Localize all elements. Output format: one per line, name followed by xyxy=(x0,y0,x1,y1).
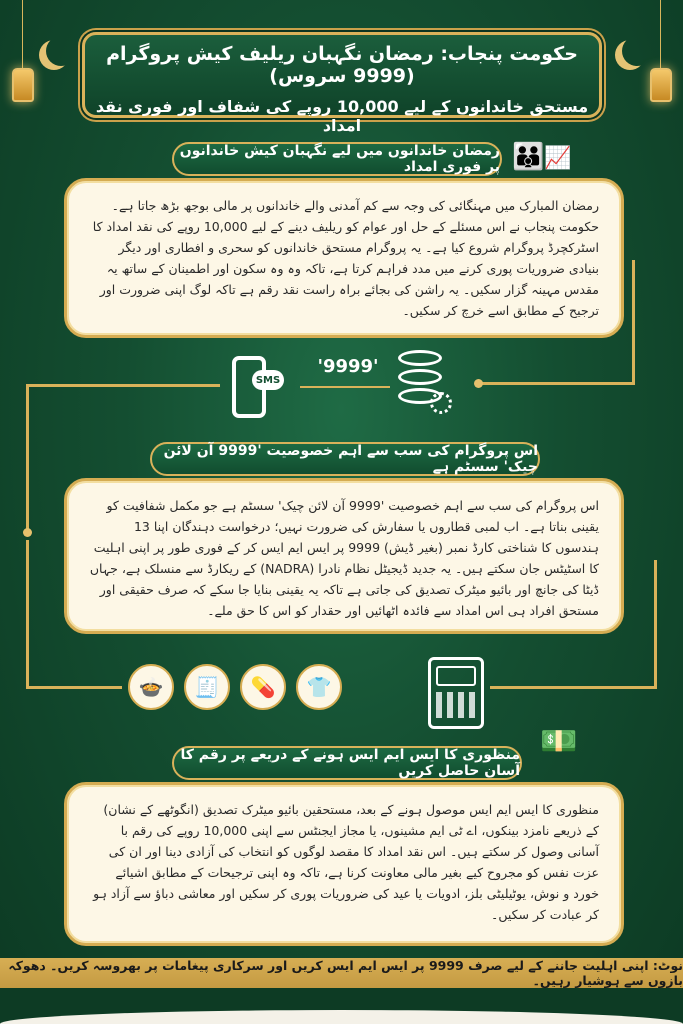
sms-code-label: '9999' xyxy=(317,356,379,377)
section2-card xyxy=(64,478,624,634)
page-header xyxy=(82,32,602,135)
section3-title: منظوری کا ایس ایم ایس ہونے کے دریعے پر رقم کا آسان حاصل کریں xyxy=(172,746,522,780)
gear-icon xyxy=(430,392,452,414)
section1-body: رمضان المبارک میں مہنگائی کی وجہ سے کم آمدنی والے خاندانوں پر مالی بوجھ بڑھ جاتا ہے۔ حکومت پنجاب نے اس مسئلے کے حل اور عوام کو ریلیف دینے کے لیے 10,000 روپے کی نقد امداد کا اسٹرکچرڈ پروگرام شروع کیا ہے۔ یہ پروگرام مستحق خاندانوں کو سحری و افطاری اور دیگر بنیادی ضروریات پوری کرنے میں مدد فراہم کرتا ہے، تاکہ وہ وہ سکون اور اطمینان کے ساتھ یہ مقدس مہینہ گزار سکیں۔ یہ راشن کی بجائے براہ راست نقد رقم ہے تاکہ لوگ اپنی ضرورت اور ترجیح کے مطابق اسے خرچ کر سکیں۔ xyxy=(92,198,599,318)
crescent-moon-icon xyxy=(46,36,76,66)
lantern-icon xyxy=(12,68,34,102)
lantern-icon xyxy=(650,68,672,102)
sms-bubble: SMS xyxy=(252,370,284,390)
cash-hand-icon: 💵 xyxy=(540,724,578,759)
food-icon: 🍲 xyxy=(128,664,174,710)
family-icon: 👪📈 xyxy=(512,142,572,172)
section3-card xyxy=(64,782,624,946)
section2-title: اس پروگرام کی سب سے اہم خصوصیت '9999 آن لائن چیک' سسٹم ہے xyxy=(150,442,540,476)
medicine-icon: 💊 xyxy=(240,664,286,710)
section3-body: منظوری کا ایس ایم ایس موصول ہونے کے بعد، مستحقین بائیو میٹرک تصدیق (انگوٹھے کے نشان) کے ذریعے نامزد بینکوں، اے ٹی ایم مشینوں، یا مجاز ایجنٹس سے اپنی 10,000 روپے کی رقم با آسانی وصول کر سکتے ہیں۔ اس نقد امداد کا مقصد لوگوں کو انتخاب کی آزادی دینا اور ان کی عزت نفس کو مجروح کیے بغیر مالی معاونت کرنا ہے، تاکہ وہ اپنی ترجیحات کے مطابق اشیائے خورد و نوش، یوٹیلیٹی بلز، ادویات یا عید کی ضروریات پوری کر سکیں اور معاشی دباؤ سے آزاد ہو کر عبادت کر سکیں۔ xyxy=(93,802,599,922)
crescent-moon-icon xyxy=(622,36,652,66)
pos-machine-icon xyxy=(428,657,484,729)
section1-card xyxy=(64,178,624,338)
growth-chart-icon: 📈 xyxy=(544,146,572,171)
footer xyxy=(0,988,683,1024)
page-title: حکومت پنجاب: رمضان نگہبان ریلیف کیش پروگرام (9999 سروس) xyxy=(106,43,578,87)
section2-body: اس پروگرام کی سب سے اہم خصوصیت '9999 آن لائن چیک' سسٹم ہے جو مکمل شفافیت کو یقینی بناتا ہے۔ اب لمبی قطاروں یا سفارش کی ضرورت نہیں؛ درخواست دہندگان اپنا 13 ہندسوں کا شناختی کارڈ نمبر (بغیر ڈیش) 9999 پر ایس ایم ایس کر کے فوری طور پر اپنی اہلیت کا اسٹیٹس جان سکتے ہیں۔ یہ جدید ڈیجیٹل نظام نادرا (NADRA) کے ریکارڈ سے منسلک ہے، جہاں ڈیٹا کی جانچ اور بائیو میٹرک تصدیق کی جاتی ہے تاکہ یہ یقینی بنایا جا سکے کہ صرف حقیقی اور مستحق افراد ہی اس امداد سے فائدہ اٹھائیں اور حقدار کو اس کا حق ملے۔ xyxy=(89,498,599,618)
warning-note: نوٹ: اپنی اہلیت جاننے کے لیے صرف 9999 پر ایس ایم ایس کریں اور سرکاری پیغامات پر بھروسہ کریں۔ دھوکہ بازوں سے ہوشیار رہیں۔ xyxy=(0,958,683,988)
section1-title: رمضان خاندانوں میں لیے نگہبان کیش خاندانوں پر فوری امداد xyxy=(172,142,502,176)
clothes-icon: 👕 xyxy=(296,664,342,710)
page-subtitle: مستحق خاندانوں کے لیے 10,000 روپے کی شفاف اور فوری نقد امداد xyxy=(95,97,589,135)
bill-icon: 🧾 xyxy=(184,664,230,710)
